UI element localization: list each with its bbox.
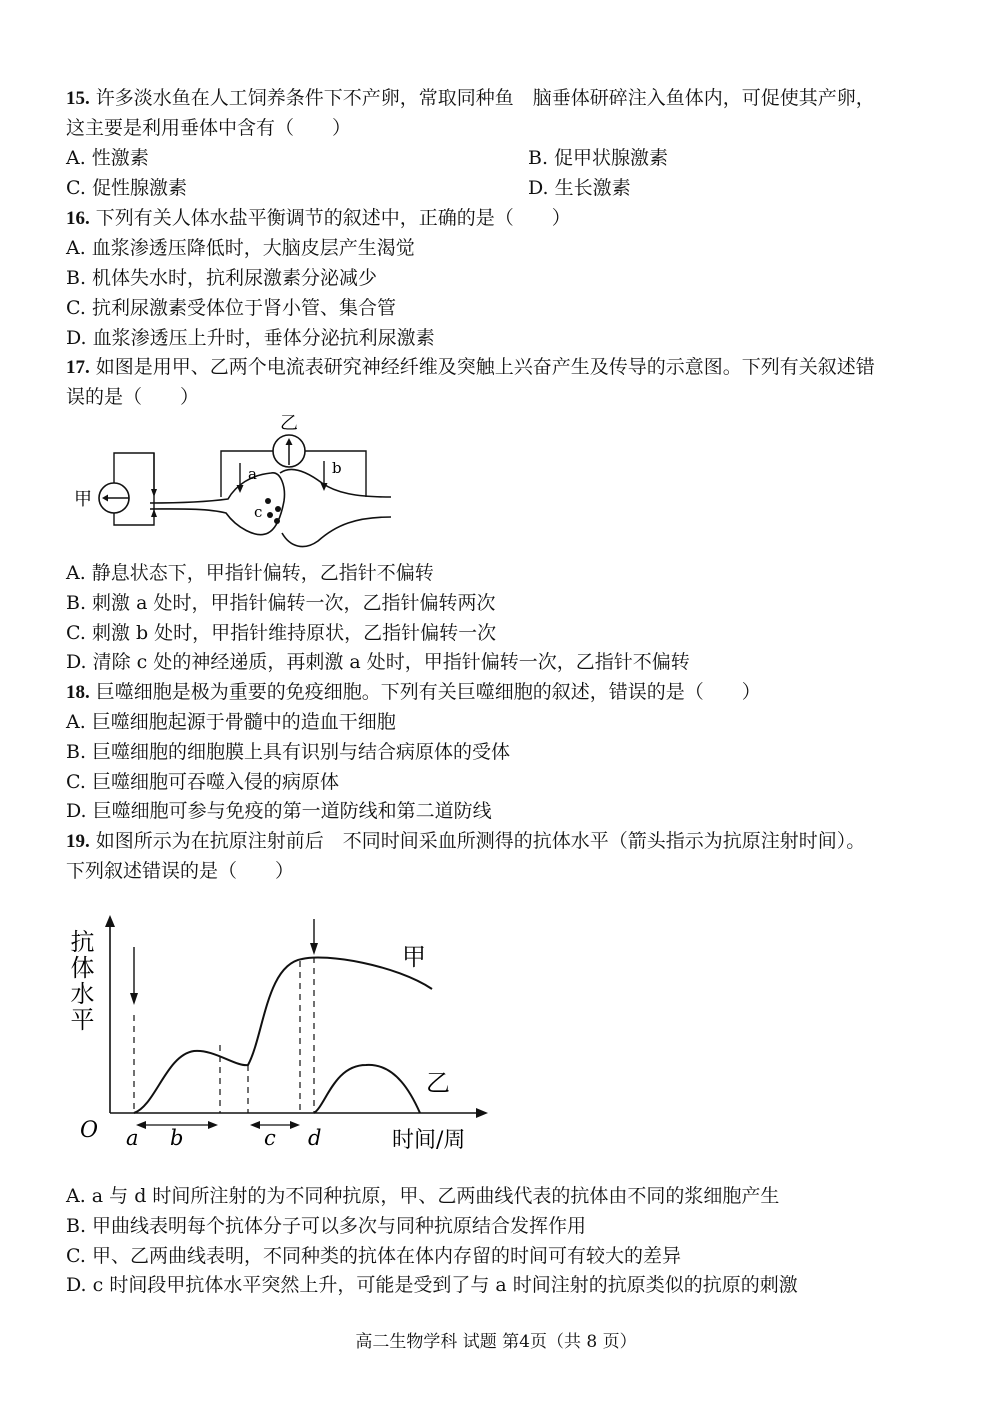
q18-stem: 18. 巨噬细胞是极为重要的免疫细胞。下列有关巨噬细胞的叙述，错误的是（ ）	[66, 681, 761, 703]
tick-a: a	[126, 1126, 139, 1150]
curve-jia	[134, 957, 432, 1113]
q15-number: 15.	[66, 88, 90, 109]
q16-option-d: D. 血浆渗透压上升时，垂体分泌抗利尿激素	[66, 327, 435, 349]
q19-option-a: A. a 与 d 时间所注射的为不同种抗原，甲、乙两曲线代表的抗体由不同的浆细胞产生	[66, 1185, 780, 1207]
q17-option-b: B. 刺激 a 处时，甲指针偏转一次，乙指针偏转两次	[66, 592, 496, 614]
tick-b: b	[170, 1126, 184, 1150]
q16-number: 16.	[66, 208, 90, 229]
q17-option-a: A. 静息状态下，甲指针偏转，乙指针不偏转	[66, 562, 434, 584]
q15-option-d: D. 生长激素	[528, 177, 631, 199]
q18-number: 18.	[66, 682, 90, 703]
q18-option-b: B. 巨噬细胞的细胞膜上具有识别与结合病原体的受体	[66, 741, 511, 763]
q18-option-c: C. 巨噬细胞可吞噬入侵的病原体	[66, 771, 339, 793]
q17-option-c: C. 刺激 b 处时，甲指针维持原状，乙指针偏转一次	[66, 622, 497, 644]
q19-option-d: D. c 时间段甲抗体水平突然上升，可能是受到了与 a 时间注射的抗原类似的抗原的刺激	[66, 1274, 798, 1296]
q19-number: 19.	[66, 831, 90, 852]
q16-option-c: C. 抗利尿激素受体位于肾小管、集合管	[66, 297, 396, 319]
q17-number: 17.	[66, 357, 90, 378]
q17-stem-line1: 17. 如图是用甲、乙两个电流表研究神经纤维及突触上兴奋产生及传导的示意图。下列有关叙述错	[66, 356, 875, 378]
q19-stem-line2: 下列叙述错误的是（ ）	[66, 860, 295, 882]
curve-jia-label: 甲	[402, 943, 426, 971]
stim-a-label: a	[248, 465, 257, 483]
page-footer: 高二生物学科 试题 第4页（共 8 页）	[355, 1332, 637, 1352]
q16-option-a: A. 血浆渗透压降低时，大脑皮层产生渴觉	[66, 237, 415, 259]
curve-yi-label: 乙	[426, 1069, 450, 1097]
q18-option-d: D. 巨噬细胞可参与免疫的第一道防线和第二道防线	[66, 800, 492, 822]
q19-option-b: B. 甲曲线表明每个抗体分子可以多次与同种抗原结合发挥作用	[66, 1215, 587, 1237]
synapse-c-label: c	[254, 503, 263, 521]
stim-b-label: b	[332, 459, 342, 477]
q17-option-d: D. 清除 c 处的神经递质，再刺激 a 处时，甲指针偏转一次，乙指针不偏转	[66, 651, 690, 673]
q17-nerve-diagram	[66, 405, 406, 555]
y-axis-label: 抗体水平	[66, 929, 94, 1033]
curve-yi	[314, 1065, 420, 1113]
x-axis-label: 时间/周	[392, 1128, 466, 1153]
q19-option-c: C. 甲、乙两曲线表明，不同种类的抗体在体内存留的时间可有较大的差异	[66, 1245, 681, 1267]
q19-stem-line1: 19. 如图所示为在抗原注射前后 不同时间采血所测得的抗体水平（箭头指示为抗原注射时间）。	[66, 830, 866, 852]
q17-stem-line2: 误的是（ ）	[66, 386, 200, 408]
tick-d: d	[308, 1126, 322, 1150]
q15-stem-line2: 这主要是利用垂体中含有（ ）	[66, 117, 352, 139]
q18-option-a: A. 巨噬细胞起源于骨髓中的造血干细胞	[66, 711, 396, 733]
meter-yi-label: 乙	[280, 413, 298, 434]
q15-option-b: B. 促甲状腺激素	[528, 147, 669, 169]
q19-antibody-chart	[66, 905, 496, 1165]
q15-option-c: C. 促性腺激素	[66, 177, 187, 199]
tick-c: c	[264, 1126, 276, 1150]
q15-option-a: A. 性激素	[66, 147, 149, 169]
q16-stem: 16. 下列有关人体水盐平衡调节的叙述中，正确的是（ ）	[66, 207, 571, 229]
meter-jia-label: 甲	[74, 489, 92, 510]
q16-option-b: B. 机体失水时，抗利尿激素分泌减少	[66, 267, 378, 289]
origin-label: O	[80, 1118, 99, 1143]
q15-stem-line1: 15. 许多淡水鱼在人工饲养条件下不产卵，常取同种鱼 脑垂体研碎注入鱼体内，可促使其产卵，	[66, 87, 875, 109]
